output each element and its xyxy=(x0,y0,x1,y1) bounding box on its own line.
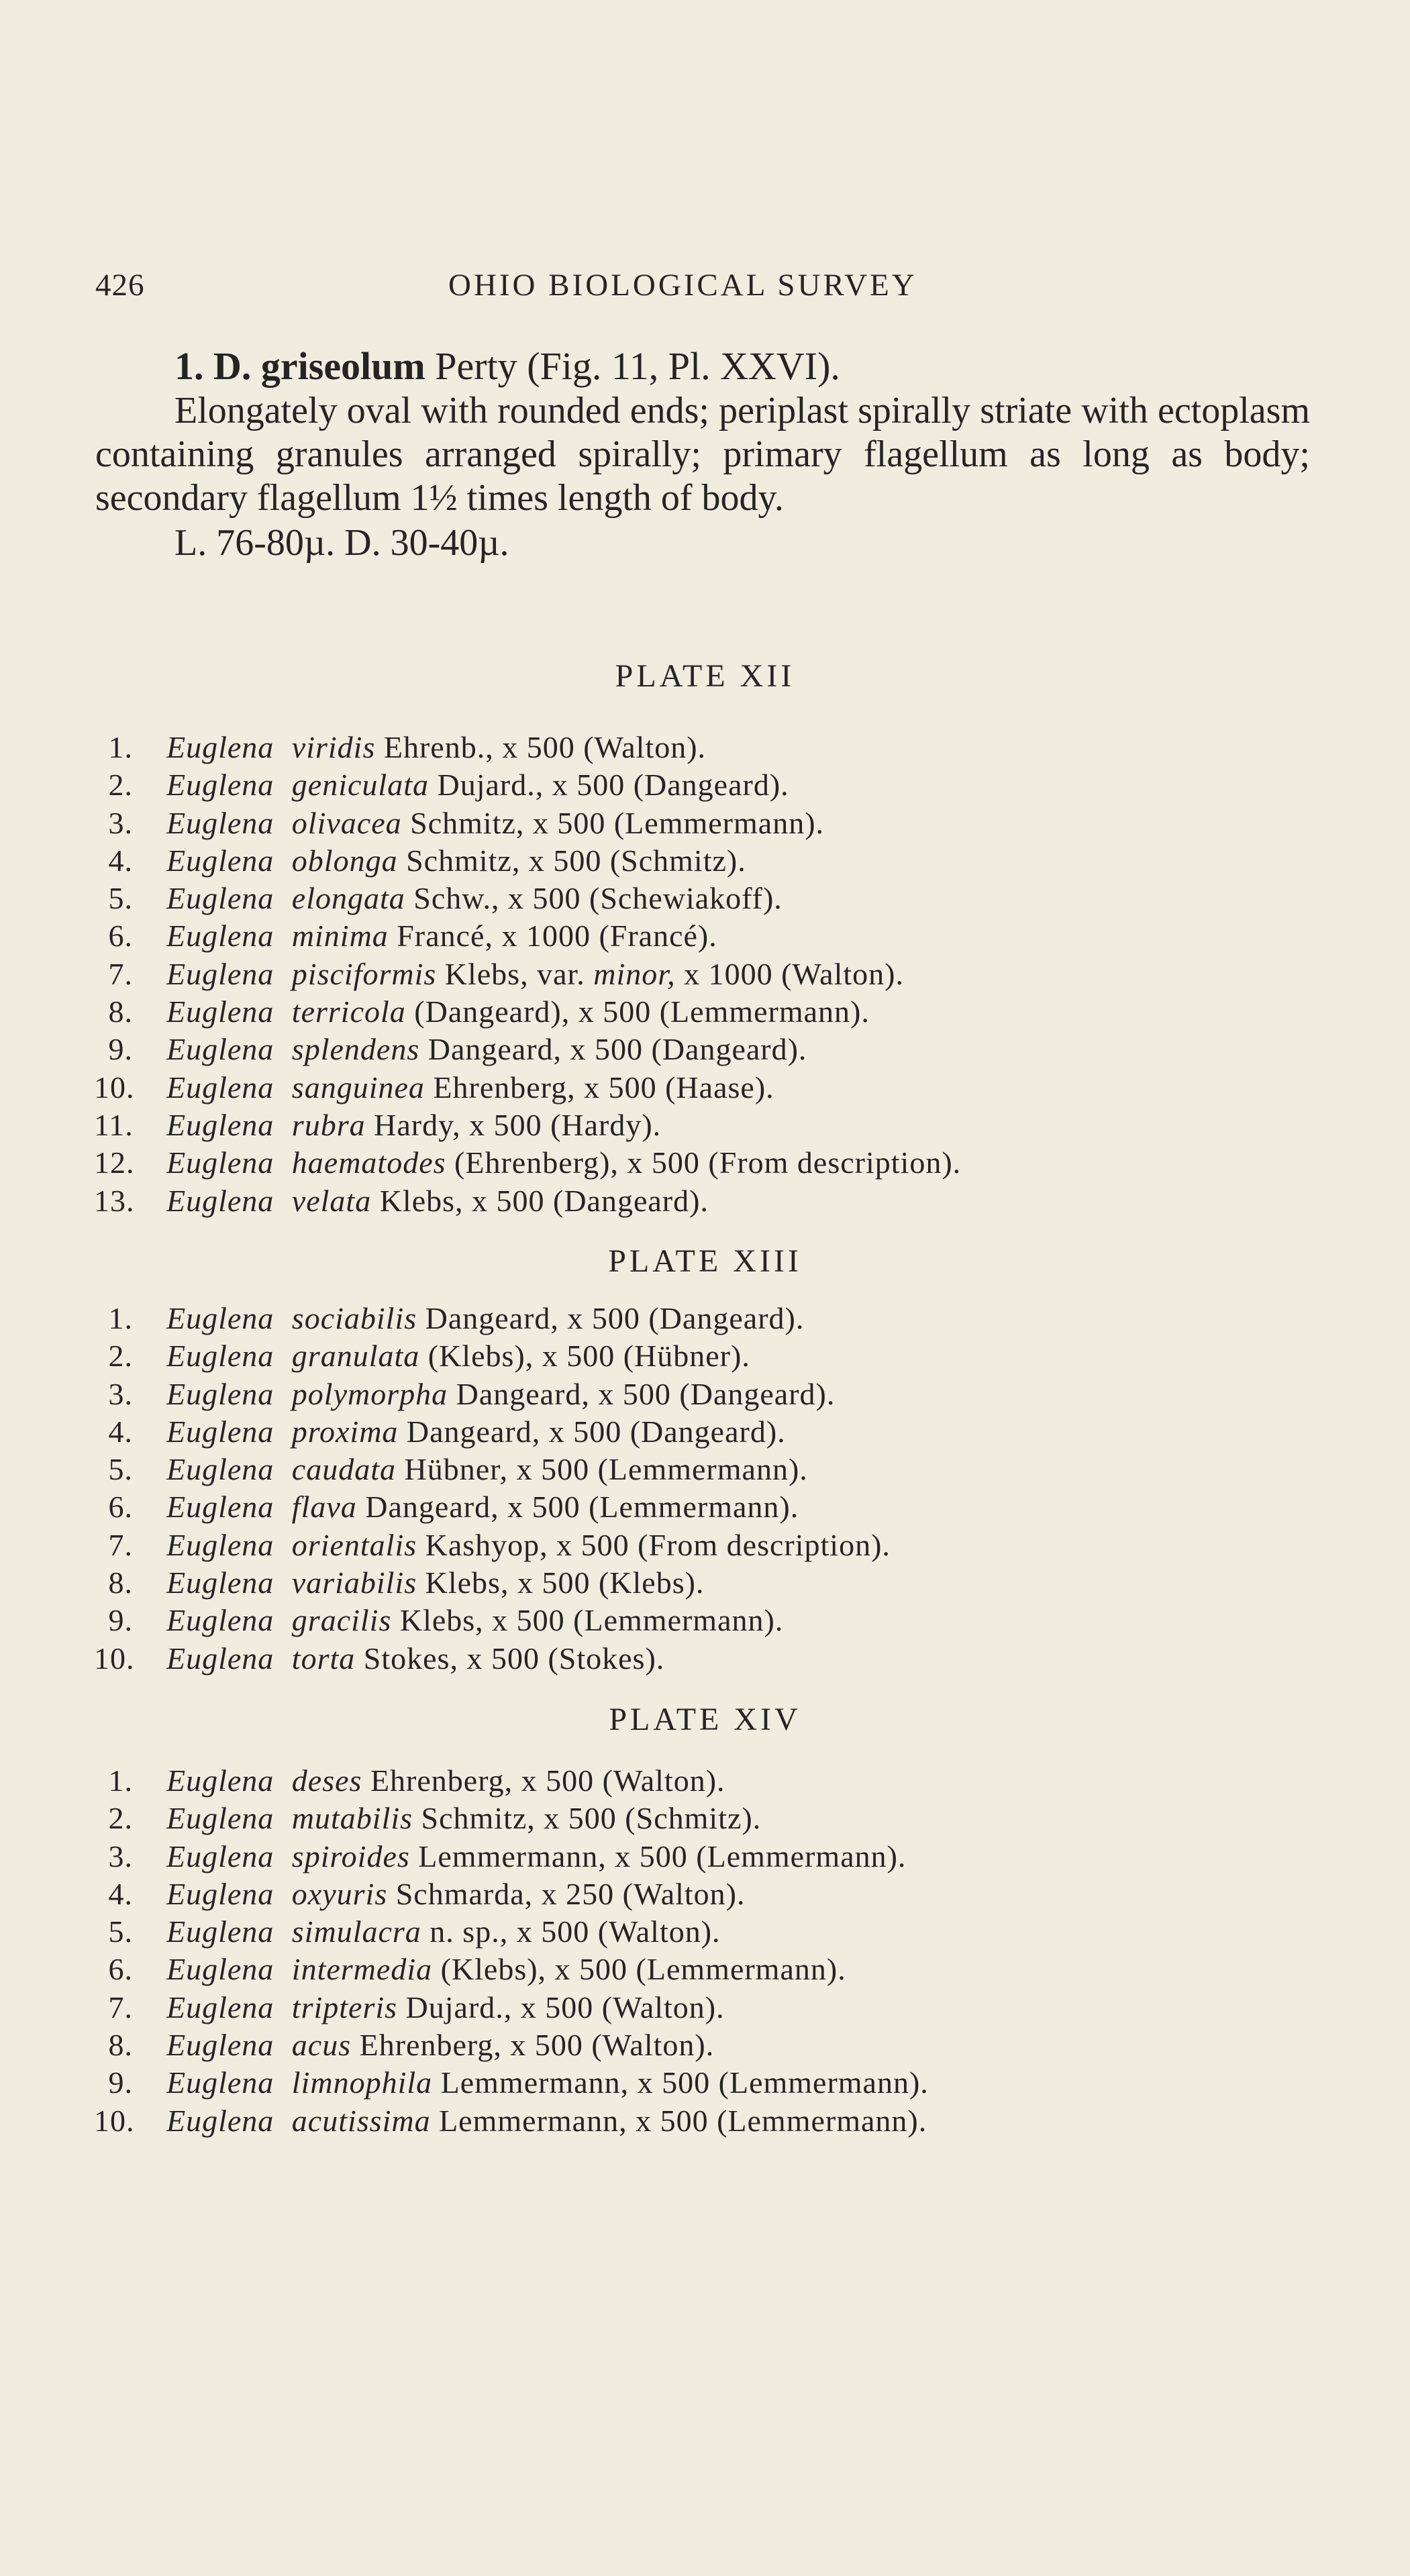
species-epithet: variabilis xyxy=(291,1565,417,1600)
authority-magnification-source: Hübner, x 500 (Lemmermann). xyxy=(404,1452,808,1487)
species-epithet: sociabilis xyxy=(291,1301,417,1335)
genus-name: Euglena xyxy=(166,1990,274,2024)
species-epithet: intermedia xyxy=(291,1952,433,1987)
authority-magnification-source: (Klebs), x 500 (Lemmermann). xyxy=(440,1952,846,1987)
genus-name: Euglena xyxy=(166,1641,274,1676)
genus-name: Euglena xyxy=(166,1801,274,1836)
plate-legend-item xyxy=(94,1106,1336,1144)
plate-title: PLATE XIV xyxy=(609,1702,801,1737)
species-epithet: pisciformis xyxy=(291,956,437,991)
genus-name: Euglena xyxy=(166,1107,274,1142)
species-epithet: granulata xyxy=(291,1339,420,1374)
plate-legend-list xyxy=(94,1300,1336,1678)
genus-name: Euglena xyxy=(166,1376,274,1411)
figure-number: 10. xyxy=(94,2103,135,2138)
authority-magnification-source: Klebs, var. xyxy=(444,956,585,991)
species-epithet: acus xyxy=(291,2028,352,2063)
authority-magnification-source: Dangeard, x 500 (Lemmermann). xyxy=(365,1490,799,1525)
figure-number: 4. xyxy=(108,843,133,878)
figure-number: 9. xyxy=(108,1603,133,1638)
figure-number: 2. xyxy=(108,1339,133,1374)
species-epithet: viridis xyxy=(291,730,376,764)
page-number: 426 xyxy=(95,268,145,303)
species-epithet: polymorpha xyxy=(291,1376,448,1411)
figure-number: 8. xyxy=(108,1565,133,1600)
authority-magnification-source: Dangeard, x 500 (Dangeard). xyxy=(425,1301,805,1335)
plate-legend-item xyxy=(94,993,1336,1031)
plate-legend-item xyxy=(94,1564,1336,1602)
genus-name: Euglena xyxy=(166,1490,274,1525)
plate-legend-item xyxy=(94,917,1336,955)
species-epithet: limnophila xyxy=(291,2065,433,2100)
figure-number: 3. xyxy=(108,805,133,840)
species-epithet: spiroides xyxy=(291,1839,410,1873)
figure-number: 12. xyxy=(94,1145,135,1180)
plate-legend-item xyxy=(94,1300,1336,1337)
species-epithet: torta xyxy=(291,1641,356,1676)
authority-magnification-source: Francé, x 1000 (Francé). xyxy=(397,919,717,954)
plate-legend-list xyxy=(94,1762,1336,2140)
variety-name: minor, xyxy=(593,956,676,991)
figure-number: 5. xyxy=(108,1452,133,1487)
species-epithet: rubra xyxy=(291,1107,366,1142)
authority-magnification-source: Klebs, x 500 (Dangeard). xyxy=(379,1183,709,1218)
genus-name: Euglena xyxy=(166,1414,274,1449)
genus-name: Euglena xyxy=(166,881,274,916)
species-epithet: geniculata xyxy=(291,768,429,803)
running-head xyxy=(0,267,1410,307)
figure-number: 1. xyxy=(108,730,133,764)
genus-name: Euglena xyxy=(166,1914,274,1949)
species-epithet: splendens xyxy=(291,1032,420,1067)
species-number: 1. xyxy=(174,344,204,388)
plate-legend-item xyxy=(94,1640,1336,1678)
authority-magnification-source: Schw., x 500 (Schewiakoff). xyxy=(413,881,783,916)
authority-magnification-source: Ehrenberg, x 500 (Walton). xyxy=(370,1763,725,1798)
plate-legend-item xyxy=(94,1800,1336,1837)
figure-number: 2. xyxy=(108,1801,133,1836)
authority-magnification-source: Schmarda, x 250 (Walton). xyxy=(395,1876,746,1911)
figure-number: 6. xyxy=(108,1952,133,1987)
figure-number: 2. xyxy=(108,768,133,803)
species-authority: Perty xyxy=(435,344,517,388)
figure-number: 8. xyxy=(108,2028,133,2063)
figure-number: 9. xyxy=(108,2065,133,2100)
species-measurements: L. 76-80µ. D. 30-40µ. xyxy=(174,522,509,564)
genus-name: Euglena xyxy=(166,2065,274,2100)
magnification-source: x 1000 (Walton). xyxy=(684,956,904,991)
figure-number: 10. xyxy=(94,1070,135,1104)
authority-magnification-source: Lemmermann, x 500 (Lemmermann). xyxy=(440,2065,929,2100)
species-epithet: acutissima xyxy=(291,2103,431,2138)
species-epithet: gracilis xyxy=(291,1603,392,1638)
figure-number: 1. xyxy=(108,1301,133,1335)
species-epithet: mutabilis xyxy=(291,1801,413,1836)
plate-legend-item xyxy=(94,1913,1336,1951)
genus-name: Euglena xyxy=(166,843,274,878)
plate-title: PLATE XII xyxy=(615,658,795,694)
species-entry xyxy=(95,344,1310,566)
plate-legend-item xyxy=(94,805,1336,842)
species-name: D. griseolum xyxy=(213,344,425,388)
plate-legend-item xyxy=(94,1838,1336,1875)
plate-legend-item xyxy=(94,1069,1336,1106)
species-epithet: deses xyxy=(291,1763,362,1798)
plate-legend-item xyxy=(94,842,1336,880)
species-epithet: tripteris xyxy=(291,1990,398,2024)
plate-legend-item xyxy=(94,880,1336,917)
species-figure-ref: (Fig. 11, Pl. XXVI). xyxy=(527,344,840,388)
genus-name: Euglena xyxy=(166,805,274,840)
plate-legend-item xyxy=(94,1182,1336,1220)
figure-number: 5. xyxy=(108,1914,133,1949)
plate-legend-item xyxy=(94,766,1336,804)
authority-magnification-source: Dujard., x 500 (Walton). xyxy=(405,1990,725,2024)
authority-magnification-source: (Dangeard), x 500 (Lemmermann). xyxy=(414,994,870,1029)
plate-legend-item xyxy=(94,1875,1336,1913)
genus-name: Euglena xyxy=(166,2103,274,2138)
plate-legend-item xyxy=(94,1951,1336,1988)
genus-name: Euglena xyxy=(166,1183,274,1218)
plate-legend-list xyxy=(94,729,1336,1220)
species-epithet: flava xyxy=(291,1490,357,1525)
species-epithet: oblonga xyxy=(291,843,398,878)
authority-magnification-source: Dangeard, x 500 (Dangeard). xyxy=(427,1032,807,1067)
figure-number: 3. xyxy=(108,1839,133,1873)
authority-magnification-source: Lemmermann, x 500 (Lemmermann). xyxy=(418,1839,907,1873)
authority-magnification-source: (Klebs), x 500 (Hübner). xyxy=(427,1339,750,1374)
genus-name: Euglena xyxy=(166,1145,274,1180)
authority-magnification-source: Lemmermann, x 500 (Lemmermann). xyxy=(439,2103,927,2138)
authority-magnification-source: Stokes, x 500 (Stokes). xyxy=(363,1641,665,1676)
authority-magnification-source: Dangeard, x 500 (Dangeard). xyxy=(406,1414,786,1449)
genus-name: Euglena xyxy=(166,1301,274,1335)
authority-magnification-source: Ehrenberg, x 500 (Walton). xyxy=(359,2028,715,2063)
species-epithet: simulacra xyxy=(291,1914,421,1949)
authority-magnification-source: (Ehrenberg), x 500 (From description). xyxy=(454,1145,962,1180)
authority-magnification-source: Schmitz, x 500 (Lemmermann). xyxy=(410,805,825,840)
figure-number: 4. xyxy=(108,1876,133,1911)
species-epithet: terricola xyxy=(291,994,406,1029)
genus-name: Euglena xyxy=(166,1527,274,1562)
figure-number: 6. xyxy=(108,1490,133,1525)
species-epithet: orientalis xyxy=(291,1527,417,1562)
genus-name: Euglena xyxy=(166,730,274,764)
plate-legend-item xyxy=(94,2102,1336,2140)
figure-number: 11. xyxy=(94,1107,134,1142)
figure-number: 10. xyxy=(94,1641,135,1676)
figure-number: 7. xyxy=(108,956,133,991)
figure-number: 6. xyxy=(108,919,133,954)
species-epithet: minima xyxy=(291,919,389,954)
species-epithet: elongata xyxy=(291,881,405,916)
journal-title: OHIO BIOLOGICAL SURVEY xyxy=(448,268,917,303)
authority-magnification-source: Dujard., x 500 (Dangeard). xyxy=(437,768,789,803)
genus-name: Euglena xyxy=(166,1952,274,1987)
figure-number: 7. xyxy=(108,1990,133,2024)
genus-name: Euglena xyxy=(166,1452,274,1487)
genus-name: Euglena xyxy=(166,956,274,991)
authority-magnification-source: Schmitz, x 500 (Schmitz). xyxy=(421,1801,762,1836)
plate-legend-item xyxy=(94,1762,1336,1800)
genus-name: Euglena xyxy=(166,1603,274,1638)
species-epithet: sanguinea xyxy=(291,1070,425,1104)
genus-name: Euglena xyxy=(166,1565,274,1600)
plate-legend-item xyxy=(94,1527,1336,1564)
genus-name: Euglena xyxy=(166,1839,274,1873)
species-epithet: haematodes xyxy=(291,1145,446,1180)
figure-number: 4. xyxy=(108,1414,133,1449)
plate-legend-item xyxy=(94,1413,1336,1451)
figure-number: 7. xyxy=(108,1527,133,1562)
genus-name: Euglena xyxy=(166,1876,274,1911)
species-epithet: proxima xyxy=(291,1414,399,1449)
figure-number: 13. xyxy=(94,1183,135,1218)
plate-legend-item xyxy=(94,1602,1336,1639)
figure-number: 1. xyxy=(108,1763,133,1798)
genus-name: Euglena xyxy=(166,1032,274,1067)
figure-number: 3. xyxy=(108,1376,133,1411)
authority-magnification-source: Ehrenberg, x 500 (Haase). xyxy=(433,1070,774,1104)
genus-name: Euglena xyxy=(166,994,274,1029)
genus-name: Euglena xyxy=(166,1070,274,1104)
plate-legend-item xyxy=(94,2064,1336,2102)
figure-number: 5. xyxy=(108,881,133,916)
plate-legend-item xyxy=(94,729,1336,766)
plate-legend-item xyxy=(94,1144,1336,1182)
species-epithet: caudata xyxy=(291,1452,396,1487)
figure-number: 9. xyxy=(108,1032,133,1067)
authority-magnification-source: Schmitz, x 500 (Schmitz). xyxy=(406,843,746,878)
species-heading xyxy=(174,344,1310,389)
plate-legend-item xyxy=(94,2026,1336,2064)
authority-magnification-source: Klebs, x 500 (Klebs). xyxy=(425,1565,705,1600)
plate-legend-item xyxy=(94,956,1336,993)
species-description: Elongately oval with rounded ends; periplast spirally striate with ectoplasm containing granules arranged spirally; primary flagellum as long as body; secondary flagellum 1½ times length of body. xyxy=(95,390,1310,519)
plate-legend-item xyxy=(94,1376,1336,1413)
genus-name: Euglena xyxy=(166,1339,274,1374)
authority-magnification-source: Hardy, x 500 (Hardy). xyxy=(374,1107,662,1142)
plate-legend-item xyxy=(94,1451,1336,1488)
plate-legend-item xyxy=(94,1989,1336,2026)
authority-magnification-source: n. sp., x 500 (Walton). xyxy=(430,1914,721,1949)
authority-magnification-source: Kashyop, x 500 (From description). xyxy=(425,1527,891,1562)
plate-legend-item xyxy=(94,1337,1336,1375)
species-epithet: olivacea xyxy=(291,805,402,840)
plate-legend-item xyxy=(94,1488,1336,1526)
genus-name: Euglena xyxy=(166,1763,274,1798)
genus-name: Euglena xyxy=(166,768,274,803)
authority-magnification-source: Klebs, x 500 (Lemmermann). xyxy=(399,1603,784,1638)
figure-number: 8. xyxy=(108,994,133,1029)
species-epithet: velata xyxy=(291,1183,372,1218)
plate-title: PLATE XIII xyxy=(608,1243,802,1279)
authority-magnification-source: Ehrenb., x 500 (Walton). xyxy=(383,730,707,764)
plate-legend-item xyxy=(94,1031,1336,1068)
genus-name: Euglena xyxy=(166,2028,274,2063)
authority-magnification-source: Dangeard, x 500 (Dangeard). xyxy=(456,1376,836,1411)
species-epithet: oxyuris xyxy=(291,1876,388,1911)
genus-name: Euglena xyxy=(166,919,274,954)
